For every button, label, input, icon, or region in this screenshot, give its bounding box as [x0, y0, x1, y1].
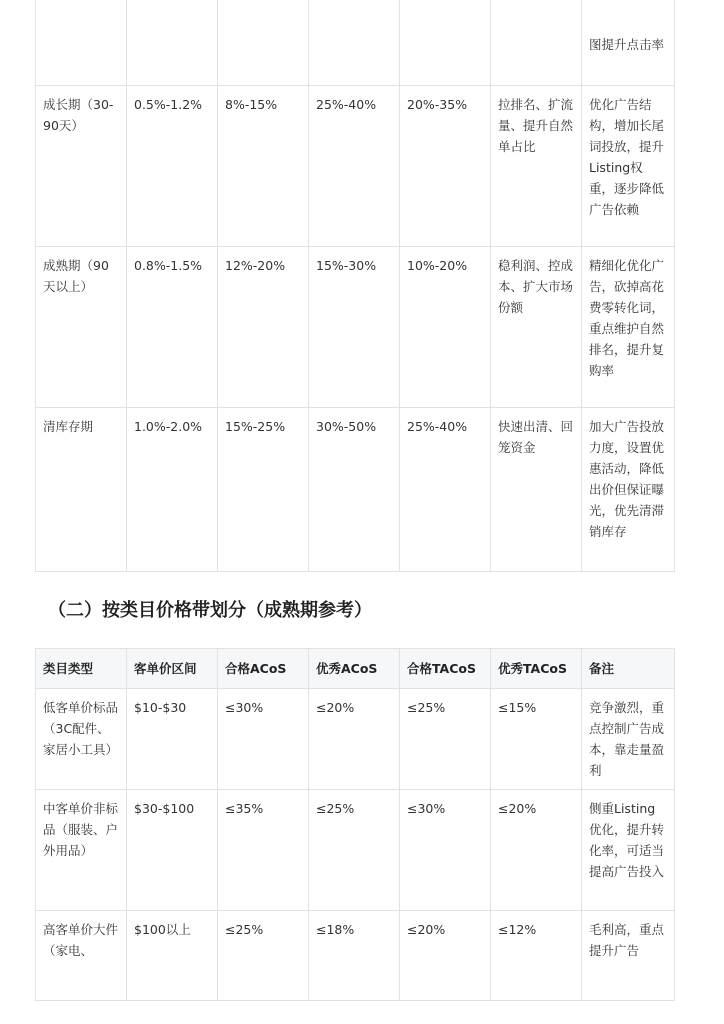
- table-cell: [36, 0, 127, 86]
- table-row: [36, 86, 675, 247]
- table-cell: $30-$100: [127, 790, 218, 911]
- table-cell: 稳利润、控成本、扩大市场份额: [491, 247, 582, 408]
- table-cell: ≤20%: [309, 689, 400, 790]
- table-cell: 1.0%-2.0%: [127, 408, 218, 572]
- table-cell: 快速出清、回笼资金: [491, 408, 582, 572]
- table-cell: $10-$30: [127, 689, 218, 790]
- table-cell: 低客单价标品（3C配件、家居小工具）: [36, 689, 127, 790]
- table-cell: 加大广告投放力度，设置优惠活动，降低出价但保证曝光，优先清滞销库存: [582, 408, 675, 572]
- column-header: 类目类型: [36, 649, 127, 689]
- table-cell: ≤12%: [491, 911, 582, 1001]
- table-cell: [218, 0, 309, 86]
- stage-metrics-table: [35, 0, 675, 572]
- table-row: [36, 911, 675, 1001]
- table-row: [36, 247, 675, 408]
- table-cell: ≤18%: [309, 911, 400, 1001]
- table-cell: 15%-30%: [309, 247, 400, 408]
- table-cell: 优化广告结构，增加长尾词投放，提升Listing权重，逐步降低广告依赖: [582, 86, 675, 247]
- table-row: [36, 689, 675, 790]
- table-row: [36, 408, 675, 572]
- table-row: [36, 790, 675, 911]
- table-cell: ≤20%: [400, 911, 491, 1001]
- table-cell: 拉排名、扩流量、提升自然单占比: [491, 86, 582, 247]
- table-cell: [127, 0, 218, 86]
- table-row: [36, 0, 675, 86]
- table-cell: [309, 0, 400, 86]
- table-cell: 15%-25%: [218, 408, 309, 572]
- table-cell: 高客单价大件（家电、: [36, 911, 127, 1001]
- table-cell: ≤25%: [400, 689, 491, 790]
- table-cell: 8%-15%: [218, 86, 309, 247]
- table-cell: 成长期（30-90天）: [36, 86, 127, 247]
- category-price-table: [35, 648, 675, 1001]
- section-heading: （二）按类目价格带划分（成熟期参考）: [48, 600, 372, 621]
- table-cell: ≤25%: [218, 911, 309, 1001]
- column-header: 合格ACoS: [218, 649, 309, 689]
- table-cell: ≤20%: [491, 790, 582, 911]
- column-header: 客单价区间: [127, 649, 218, 689]
- table-cell: [491, 0, 582, 86]
- table-cell: 侧重Listing优化，提升转化率，可适当提高广告投入: [582, 790, 675, 911]
- column-header: 优秀TACoS: [491, 649, 582, 689]
- table-cell: 成熟期（90天以上）: [36, 247, 127, 408]
- table-cell: 0.8%-1.5%: [127, 247, 218, 408]
- table-cell: 0.5%-1.2%: [127, 86, 218, 247]
- table-cell: 20%-35%: [400, 86, 491, 247]
- table-cell: 中客单价非标品（服装、户外用品）: [36, 790, 127, 911]
- column-header: 合格TACoS: [400, 649, 491, 689]
- table-cell: 10%-20%: [400, 247, 491, 408]
- table-cell: ≤30%: [400, 790, 491, 911]
- table-cell: ≤15%: [491, 689, 582, 790]
- table-cell: 25%-40%: [309, 86, 400, 247]
- table-cell: 25%-40%: [400, 408, 491, 572]
- column-header: 备注: [582, 649, 675, 689]
- table-cell: $100以上: [127, 911, 218, 1001]
- table-cell: ≤30%: [218, 689, 309, 790]
- table-header-row: [36, 649, 675, 689]
- table-cell: 毛利高，重点提升广告: [582, 911, 675, 1001]
- column-header: 优秀ACoS: [309, 649, 400, 689]
- table-cell: ≤35%: [218, 790, 309, 911]
- table-cell: 竞争激烈，重点控制广告成本，靠走量盈利: [582, 689, 675, 790]
- table-cell: 30%-50%: [309, 408, 400, 572]
- table-cell: ≤25%: [309, 790, 400, 911]
- table-cell: [400, 0, 491, 86]
- table-cell: 精细化优化广告，砍掉高花费零转化词，重点维护自然排名，提升复购率: [582, 247, 675, 408]
- table-cell: 12%-20%: [218, 247, 309, 408]
- table-cell: 清库存期: [36, 408, 127, 572]
- table-cell: 图提升点击率: [582, 0, 675, 86]
